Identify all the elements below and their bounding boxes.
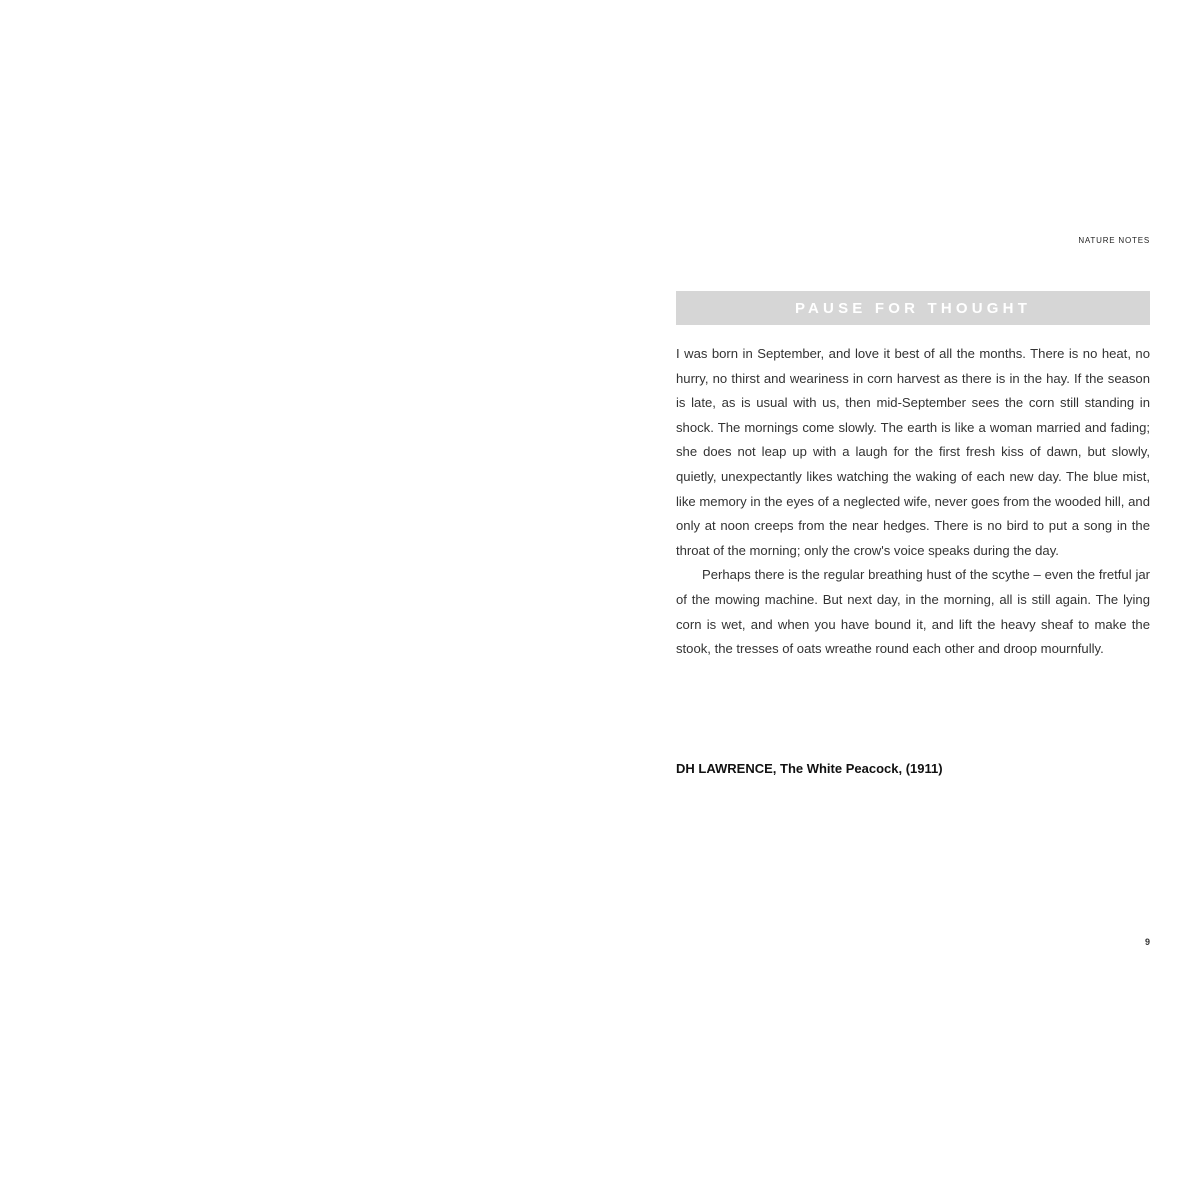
paragraph-2: Perhaps there is the regular breathing hust of the scythe – even the fretful jar of the mowing machine. But next day, in the morning, all is still again. The lying corn is wet, and when you have bound it, and lift the heavy sheaf to make the stook, the tresses of oats wreathe round each other and droop mournfully.: [676, 567, 1150, 657]
right-page: [600, 0, 1200, 1200]
body-text: [676, 342, 1150, 662]
section-title: PAUSE FOR THOUGHT: [794, 299, 1032, 317]
running-header: NATURE NOTES: [1078, 236, 1150, 245]
paragraph-1: I was born in September, and love it best of all the months. There is no heat, no hurry, no thirst and weariness in corn harvest as there is in the hay. If the season is late, as is usual with us, then mid-September sees the corn still standing in shock. The mornings come slowly. The earth is like a woman married and fading; she does not leap up with a laugh for the first fresh kiss of dawn, but slowly, quietly, unexpectantly likes watching the waking of each new day. The blue mist, like memory in the eyes of a neglected wife, never goes from the wooded hill, and only at noon creeps from the near hedges. There is no bird to put a song in the throat of the morning; only the crow's voice speaks during the day.: [676, 346, 1150, 558]
quote-attribution: DH LAWRENCE, The White Peacock, (1911): [676, 761, 943, 776]
section-banner: [676, 291, 1150, 325]
page-number: 9: [1144, 937, 1150, 947]
